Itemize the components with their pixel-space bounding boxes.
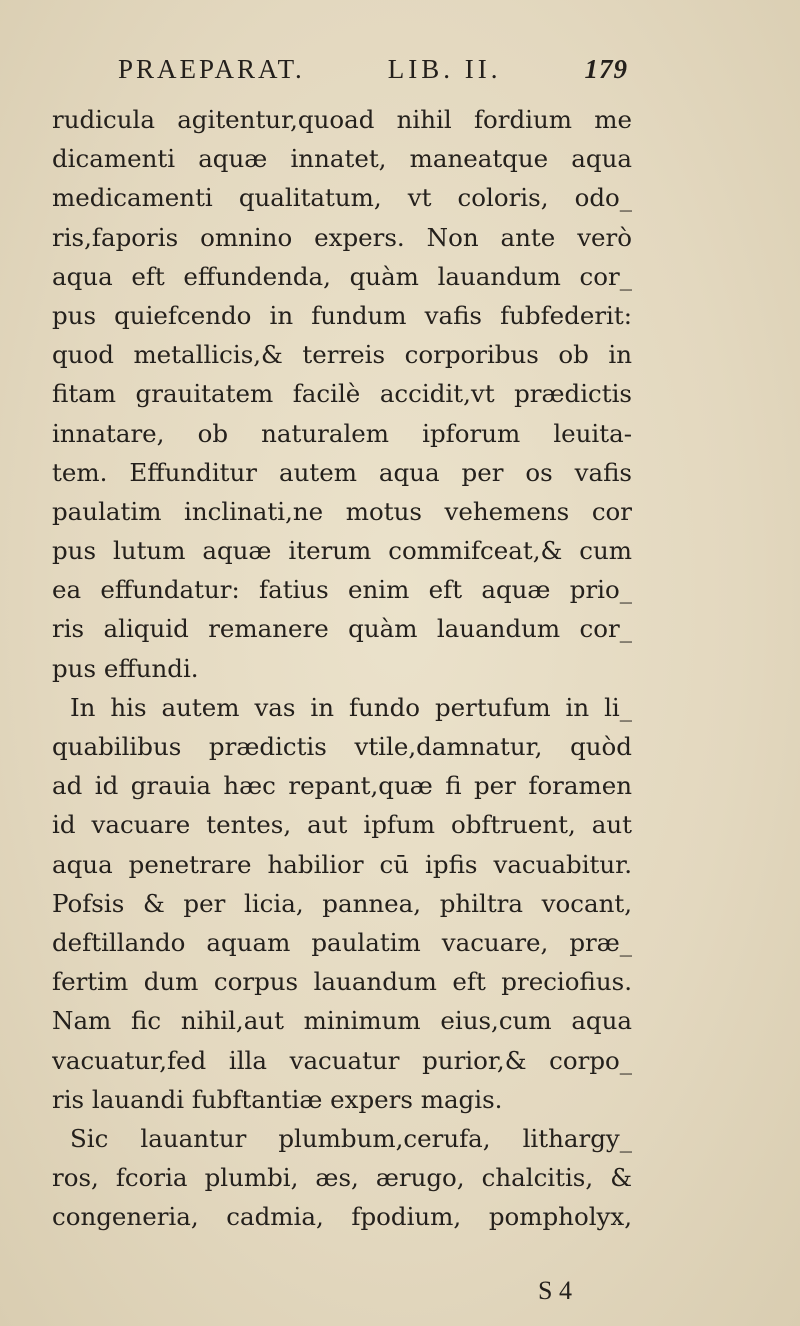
text-line: tem. Effunditur autem aqua per os vafis — [52, 457, 632, 487]
text-line: congeneria, cadmia, fpodium, pompholyx, — [52, 1202, 632, 1232]
text-line: ea effundatur: fatius enim eft aquæ prio_ — [52, 575, 632, 605]
text-line: pus quiefcendo in fundum vafis fubfederit: — [52, 300, 632, 330]
text-line: vacuatur,fed illa vacuatur purior,& corpo_ — [52, 1045, 632, 1075]
text-line: quabilibus prædictis vtile,damnatur, quòd — [52, 732, 632, 761]
text-line: Nam fic nihil,aut minimum eius,cum aqua — [52, 1006, 632, 1036]
body-text — [52, 100, 632, 1236]
text-line: quod metallicis,& terreis corporibus ob in — [52, 340, 632, 370]
text-line: innatare, ob naturalem ipforum leuita- — [52, 418, 632, 448]
page-number: 179 — [584, 54, 628, 84]
text-line: fertim dum corpus lauandum eft preciofius. — [52, 967, 632, 997]
text-line: ros, fcoria plumbi, æs, ærugo, chalcitis, & — [52, 1163, 632, 1193]
text-line: paulatim inclinati,ne motus vehemens cor — [52, 496, 632, 526]
text-line: id vacuare tentes, aut ipfum obftruent, aut — [52, 810, 632, 840]
text-line: fitam grauitatem facilè accidit,vt prædictis — [52, 379, 632, 409]
text-line: dicamenti aquæ innatet, maneatque aqua — [52, 144, 632, 174]
text-line: deftillando aquam paulatim vacuare, præ_ — [52, 927, 632, 957]
text-line: pus effundi. — [52, 653, 199, 683]
running-title: PRAEPARAT. — [118, 54, 305, 84]
text-line: aqua penetrare habilior cū ipfis vacuabitur. — [52, 849, 632, 879]
text-line: pus lutum aquæ iterum commifceat,& cum — [52, 536, 632, 566]
text-line: ris lauandi fubftantiæ expers magis. — [52, 1084, 503, 1114]
text-line: rudicula agitentur,quoad nihil fordium me — [52, 105, 632, 134]
paragraph-start-line: In his autem vas in fundo pertufum in li_ — [70, 692, 632, 722]
running-head — [118, 54, 628, 90]
book-number: LIB. II. — [387, 54, 502, 84]
text-line: ris aliquid remanere quàm lauandum cor_ — [52, 614, 632, 644]
text-line: aqua eft effundenda, quàm lauandum cor_ — [52, 261, 632, 291]
paragraph-start-line: Sic lauantur plumbum,cerufa, lithargy_ — [70, 1123, 632, 1153]
text-line: medicamenti qualitatum, vt coloris, odo_ — [52, 183, 632, 213]
text-line: ad id grauia hæc repant,quæ fi per foramen — [52, 771, 632, 801]
text-line: ris,faporis omnino expers. Non ante verò — [52, 222, 632, 252]
signature-mark: S 4 — [538, 1276, 572, 1305]
text-line: Pofsis & per licia, pannea, philtra vocant, — [52, 888, 632, 918]
